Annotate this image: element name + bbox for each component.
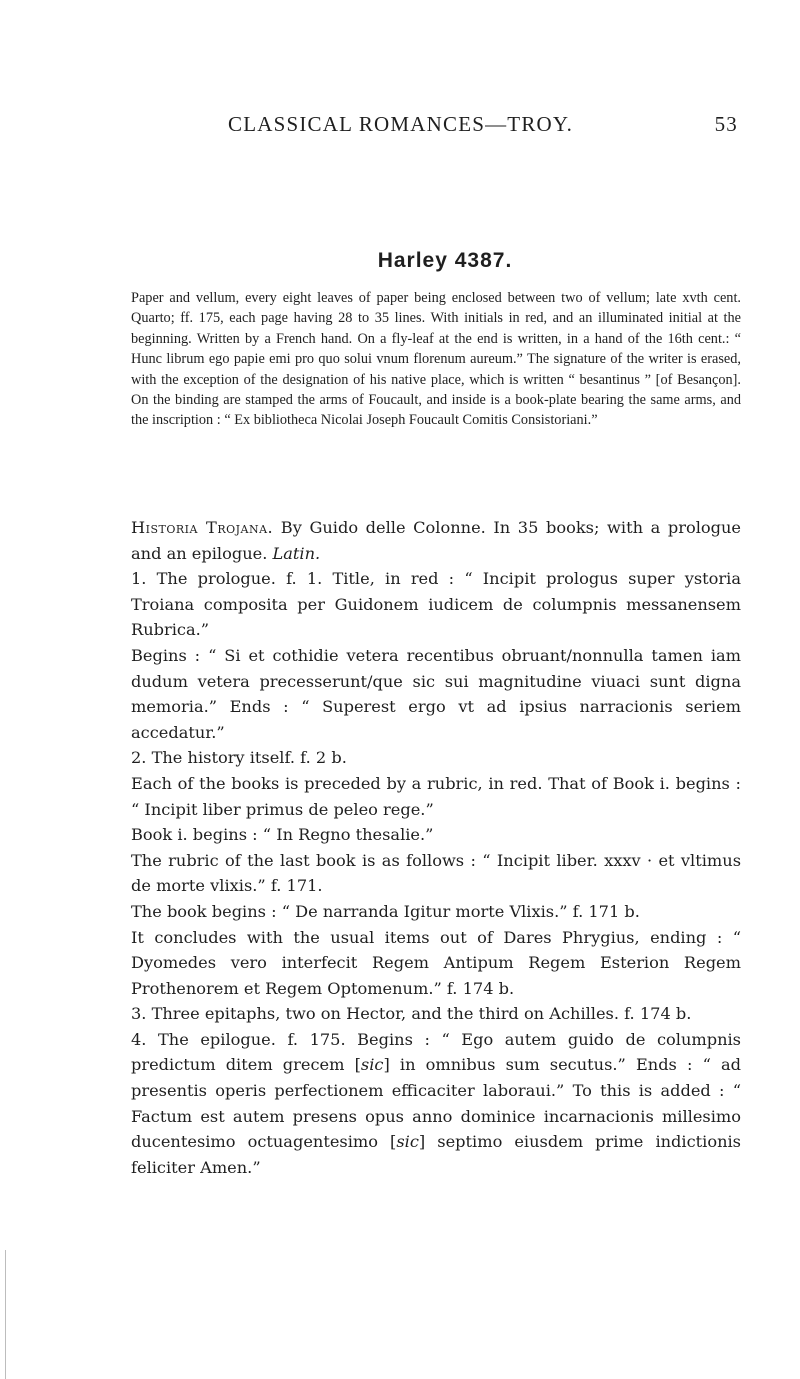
epilogue-part-1: 4. The epilogue. f. 175. Begins : “ Ego autem guido de columpnis predictum ditem grecem [ <box>131 1029 741 1075</box>
paragraph-last-book: The book begins : “ De narranda Igitur morte Vlixis.” f. 171 b. <box>131 901 640 921</box>
paragraph-prologue-begins: Begins : “ Si et cothidie vetera recentibus obruant/nonnulla tamen iam dudum vetera precesserunt/que sic sui magnitudine viuaci sunt digna memoria.” Ends : “ Superest ergo vt ad ipsius narracionis seriem accedatur.” <box>131 645 741 742</box>
paragraph-prologue: 1. The prologue. f. 1. Title, in red : “ Incipit prologus super ystoria Troiana composita per Guidonem iudicem de columpnis messanensem Rubrica.” <box>131 569 741 640</box>
entry-title-rest: By Guido delle Colonne. In 35 books; with a prologue and an epilogue. <box>131 518 741 563</box>
epilogue-part-2: ] in omnibus sum secutus.” Ends : “ ad presentis operis perfectionem efficaciter laboraui.” To this is added : “ Factum est autem presens opus anno dominice incarnacionis millesimo ducentesimo octuagentesimo [ <box>131 1055 741 1152</box>
entry-language: Latin. <box>272 543 321 563</box>
description-paragraph: Paper and vellum, every eight leaves of paper being enclosed between two of vellum; late xvth cent. Quarto; ff. 175, each page having 28 to 35 lines. With initials in red, and an illuminated initial at the beginning. Written by a French hand. On a fly-leaf at the end is written, in a hand of the 16th cent.: “ Hunc librum ego papie emi pro quo solui vnum florenum aureum.” The signature of the writer is erased, with the exception of the designation of his native place, which is written “ besantinus ” [of Besançon]. On the binding are stamped the arms of Foucault, and inside is a book-plate bearing the same arms, and the inscription : “ Ex bibliotheca Nicolai Joseph Foucault Comitis Consistoriani.” <box>131 290 741 429</box>
running-head-title: CLASSICAL ROMANCES—TROY. <box>228 112 574 136</box>
paragraph-epilogue <box>131 1027 741 1181</box>
page-edge-line <box>5 1250 6 1379</box>
paragraph-history: 2. The history itself. f. 2 b. <box>131 748 347 768</box>
paragraph-last-rubric: The rubric of the last book is as follows : “ Incipit liber. xxxv · et vltimus de morte vlixis.” f. 171. <box>131 850 741 896</box>
sic-mark-1: sic <box>360 1055 384 1075</box>
section-title: Harley 4387. <box>377 249 513 272</box>
entry-title: Historia Trojana. <box>131 518 274 537</box>
entry-heading <box>131 515 741 566</box>
paragraph-conclusion: It concludes with the usual items out of Dares Phrygius, ending : “ Dyomedes vero interfecit Regem Antipum Regem Esterion Regem Prothenorem et Regem Optomenum.” f. 174 b. <box>131 927 741 998</box>
paragraph-epitaphs: 3. Three epitaphs, two on Hector, and the third on Achilles. f. 174 b. <box>131 1004 692 1024</box>
manuscript-description <box>131 288 741 431</box>
paragraph-rubrics: Each of the books is preceded by a rubric, in red. That of Book i. begins : “ Incipit liber primus de peleo rege.” <box>131 773 741 819</box>
entry-body <box>131 515 741 1180</box>
epilogue-part-3: ] septimo eiusdem prime indictionis feliciter Amen.” <box>131 1132 741 1177</box>
paragraph-book-one: Book i. begins : “ In Regno thesalie.” <box>131 825 434 845</box>
page-number: 53 <box>714 112 738 136</box>
sic-mark-2: sic <box>396 1132 419 1152</box>
